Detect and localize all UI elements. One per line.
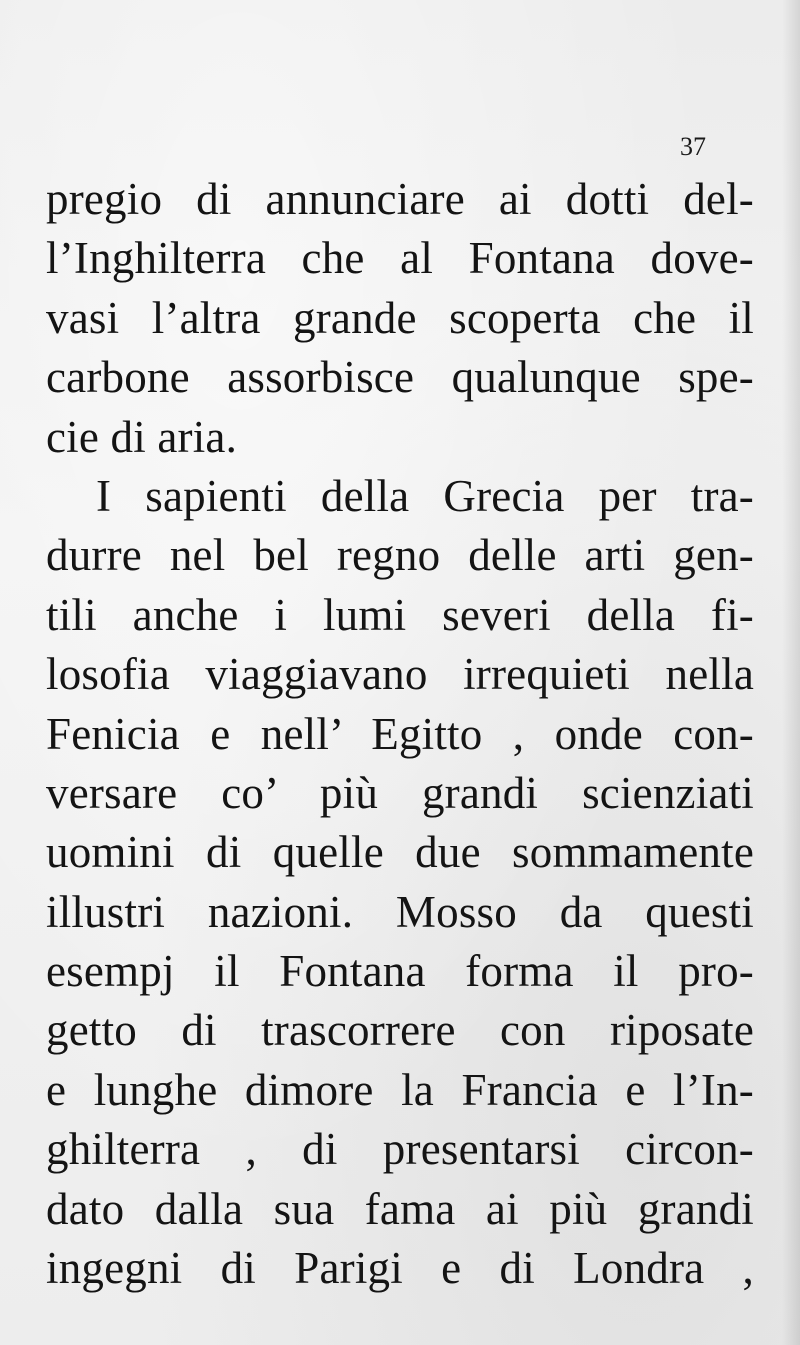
text-line: uomini di quelle due sommamente	[46, 827, 754, 878]
page-number: 37	[680, 132, 706, 161]
text-line: illustri nazioni. Mosso da questi	[46, 886, 754, 937]
text-line: ingegni di Parigi e di Londra ,	[46, 1243, 754, 1294]
text-line: I sapienti della Grecia per tra-	[96, 470, 754, 521]
text-line: l’Inghilterra che al Fontana dove-	[46, 233, 754, 284]
text-line: ghilterra , di presentarsi circon-	[46, 1124, 754, 1175]
text-line: vasi l’altra grande scoperta che il	[46, 292, 754, 343]
page-edge-shadow	[782, 0, 800, 1345]
body-text	[46, 170, 754, 1298]
text-line: cie di aria.	[46, 411, 238, 462]
text-line: e lunghe dimore la Francia e l’In-	[46, 1064, 754, 1115]
text-line: versare co’ più grandi scienziati	[46, 767, 754, 818]
text-line: esempj il Fontana forma il pro-	[46, 946, 754, 997]
text-line: Fenicia e nell’ Egitto , onde con-	[46, 708, 754, 759]
text-line: carbone assorbisce qualunque spe-	[46, 352, 754, 403]
text-line: dato dalla sua fama ai più grandi	[46, 1183, 754, 1234]
text-line: durre nel bel regno delle arti gen-	[46, 530, 754, 581]
text-line: getto di trascorrere con riposate	[46, 1005, 754, 1056]
text-line: losofia viaggiavano irrequieti nella	[46, 649, 754, 700]
text-line: pregio di annunciare ai dotti del-	[46, 174, 754, 224]
text-line: tili anche i lumi severi della fi-	[46, 589, 754, 640]
